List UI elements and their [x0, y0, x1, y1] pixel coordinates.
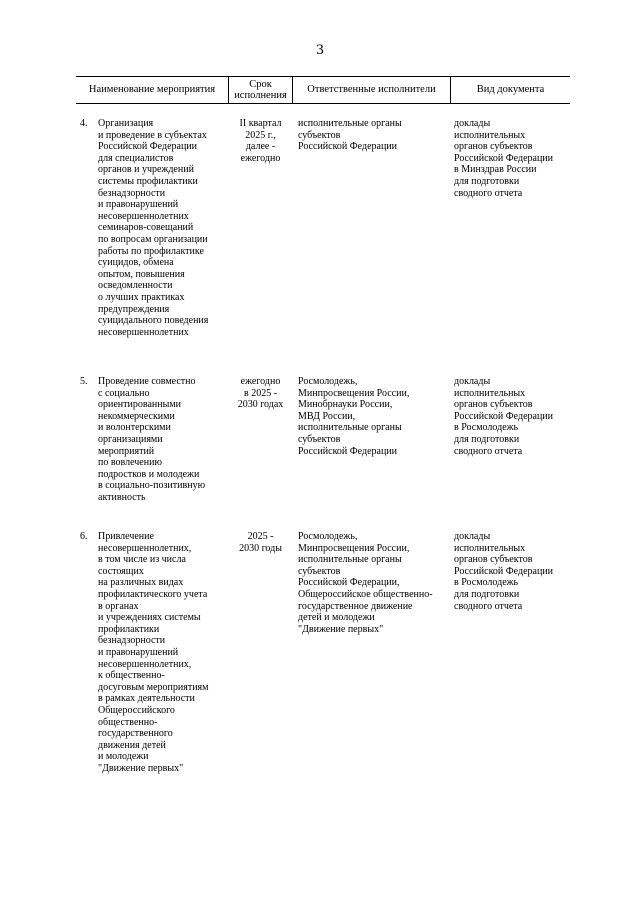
row-name: Привлечение несовершеннолетних, в том числе из числа состоящих на различных видах профилактического учета в органах и учреждениях системы профилактики безнадзорности и правонарушений несовершеннолетних, к общественно- досуговым мероприятиям в рамках деятельности Общероссийского общественно- государственного движения детей и молодежи "Движение первых"	[98, 531, 209, 774]
row-name: Проведение совместно с социально ориентированными некоммерческими и волонтерскими организациями мероприятий по вовлечению подростков и молодежи в социально-позитивную активность	[98, 376, 206, 503]
row-executors: исполнительные органы субъектов Российской Федерации	[298, 118, 402, 153]
row-number: 6.	[80, 531, 88, 542]
header-name: Наименование мероприятия	[88, 84, 216, 96]
row-deadline: 2025 - 2030 годы	[239, 531, 282, 554]
row-number: 4.	[80, 118, 88, 129]
header-bottom-rule	[76, 103, 570, 104]
row-deadline: II квартал 2025 г., далее - ежегодно	[239, 118, 282, 164]
row-executors: Росмолодежь, Минпросвещения России, Минобрнауки России, МВД России, исполнительные органы субъектов Российской Федерации	[298, 376, 410, 457]
row-doc-type: доклады исполнительных органов субъектов Российской Федерации в Росмолодежь для подготовки сводного отчета	[454, 531, 554, 612]
row-doc-type: доклады исполнительных органов субъектов Российской Федерации в Росмолодежь для подготовки сводного отчета	[454, 376, 554, 457]
row-doc-type: доклады исполнительных органов субъектов Российской Федерации в Минздрав России для подготовки сводного отчета	[454, 118, 554, 199]
header-executors: Ответственные исполнители	[307, 84, 436, 96]
row-executors: Росмолодежь, Минпросвещения России, исполнительные органы субъектов Российской Федерации, Общероссийское общественно- государственное движение детей и молодежи "Движение первых"	[298, 531, 433, 635]
header-doc-type: Вид документа	[476, 84, 545, 96]
row-name: Организация и проведение в субъектах Российской Федерации для специалистов органов и учреждений системы профилактики безнадзорности и правонарушений несовершеннолетних семинаров-совещаний по вопросам организации работы по профилактике суицидов, обмена опытом, повышения осведомленности о лучших практиках предупреждения суицидального поведения несовершеннолетних	[98, 118, 209, 338]
row-deadline: ежегодно в 2025 - 2030 годах	[237, 376, 284, 411]
page-number: 3	[316, 42, 324, 58]
header-deadline: Срок исполнения	[234, 78, 287, 101]
row-number: 5.	[80, 376, 88, 387]
